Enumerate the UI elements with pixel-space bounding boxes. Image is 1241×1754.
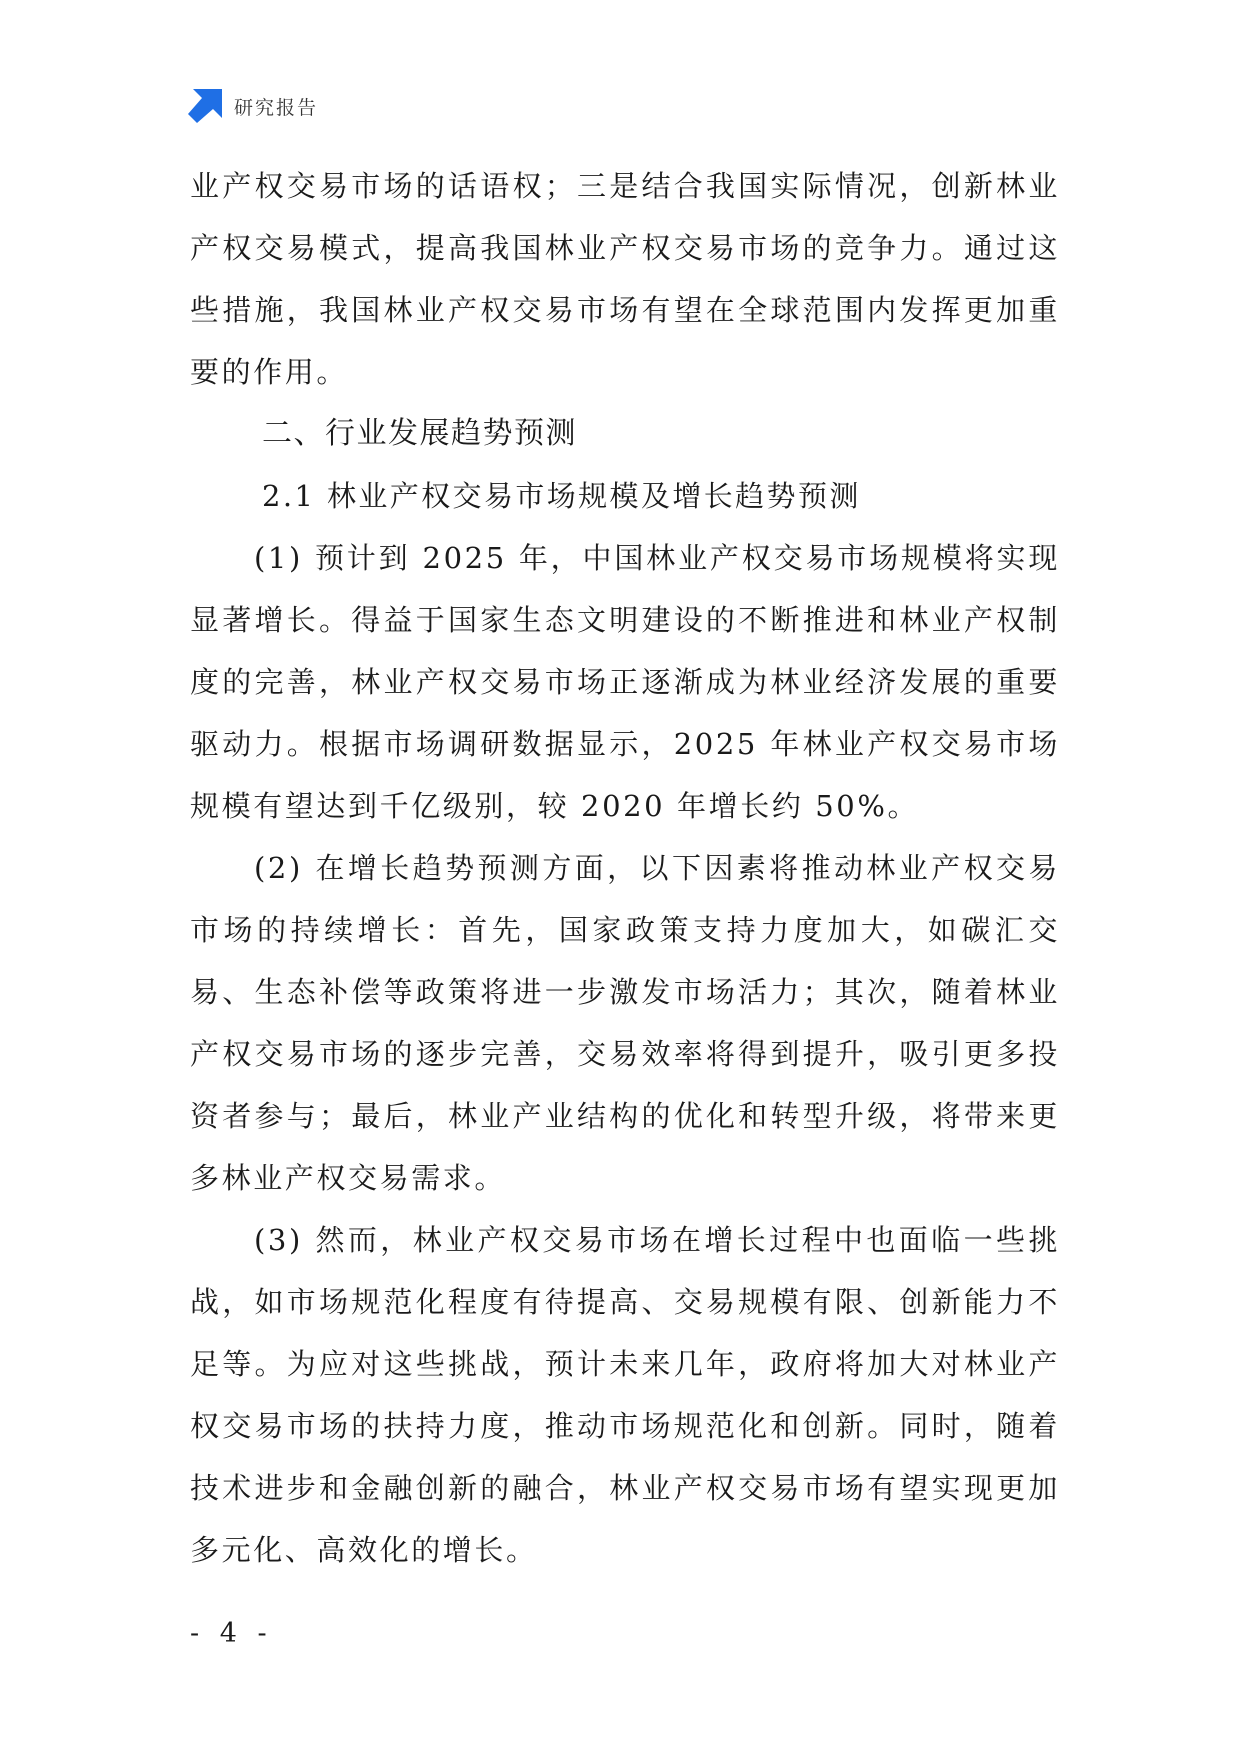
paragraph-continuation: 业产权交易市场的话语权；三是结合我国实际情况，创新林业产权交易模式，提高我国林业产权交易市场的竞争力。通过这些措施，我国林业产权交易市场有望在全球范围内发挥更加重要的作用。 — [190, 169, 1060, 389]
page-header — [188, 88, 318, 124]
document-body — [190, 155, 1060, 1581]
paragraph-market-scale: (1) 预计到 2025 年，中国林业产权交易市场规模将实现显著增长。得益于国家生态文明建设的不断推进和林业产权制度的完善，林业产权交易市场正逐渐成为林业经济发展的重要驱动力。根据市场调研数据显示，2025 年林业产权交易市场规模有望达到千亿级别，较 2020 年增长约 50%。 — [190, 541, 1060, 823]
section-heading: 二、行业发展趋势预测 — [262, 416, 577, 451]
paragraph-challenges: (3) 然而，林业产权交易市场在增长过程中也面临一些挑战，如市场规范化程度有待提高、交易规模有限、创新能力不足等。为应对这些挑战，预计未来几年，政府将加大对林业产权交易市场的扶持力度，推动市场规范化和创新。同时，随着技术进步和金融创新的融合，林业产权交易市场有望实现更加多元化、高效化的增长。 — [190, 1223, 1060, 1567]
page-number: - 4 - — [190, 1618, 273, 1649]
arrow-up-right-icon — [188, 89, 222, 123]
paragraph-growth-factors: (2) 在增长趋势预测方面，以下因素将推动林业产权交易市场的持续增长：首先，国家政策支持力度加大，如碳汇交易、生态补偿等政策将进一步激发市场活力；其次，随着林业产权交易市场的逐步完善，交易效率将得到提升，吸引更多投资者参与；最后，林业产业结构的优化和转型升级，将带来更多林业产权交易需求。 — [190, 851, 1060, 1195]
header-title: 研究报告 — [234, 96, 319, 119]
subsection-heading: 2.1 林业产权交易市场规模及增长趋势预测 — [262, 479, 861, 513]
